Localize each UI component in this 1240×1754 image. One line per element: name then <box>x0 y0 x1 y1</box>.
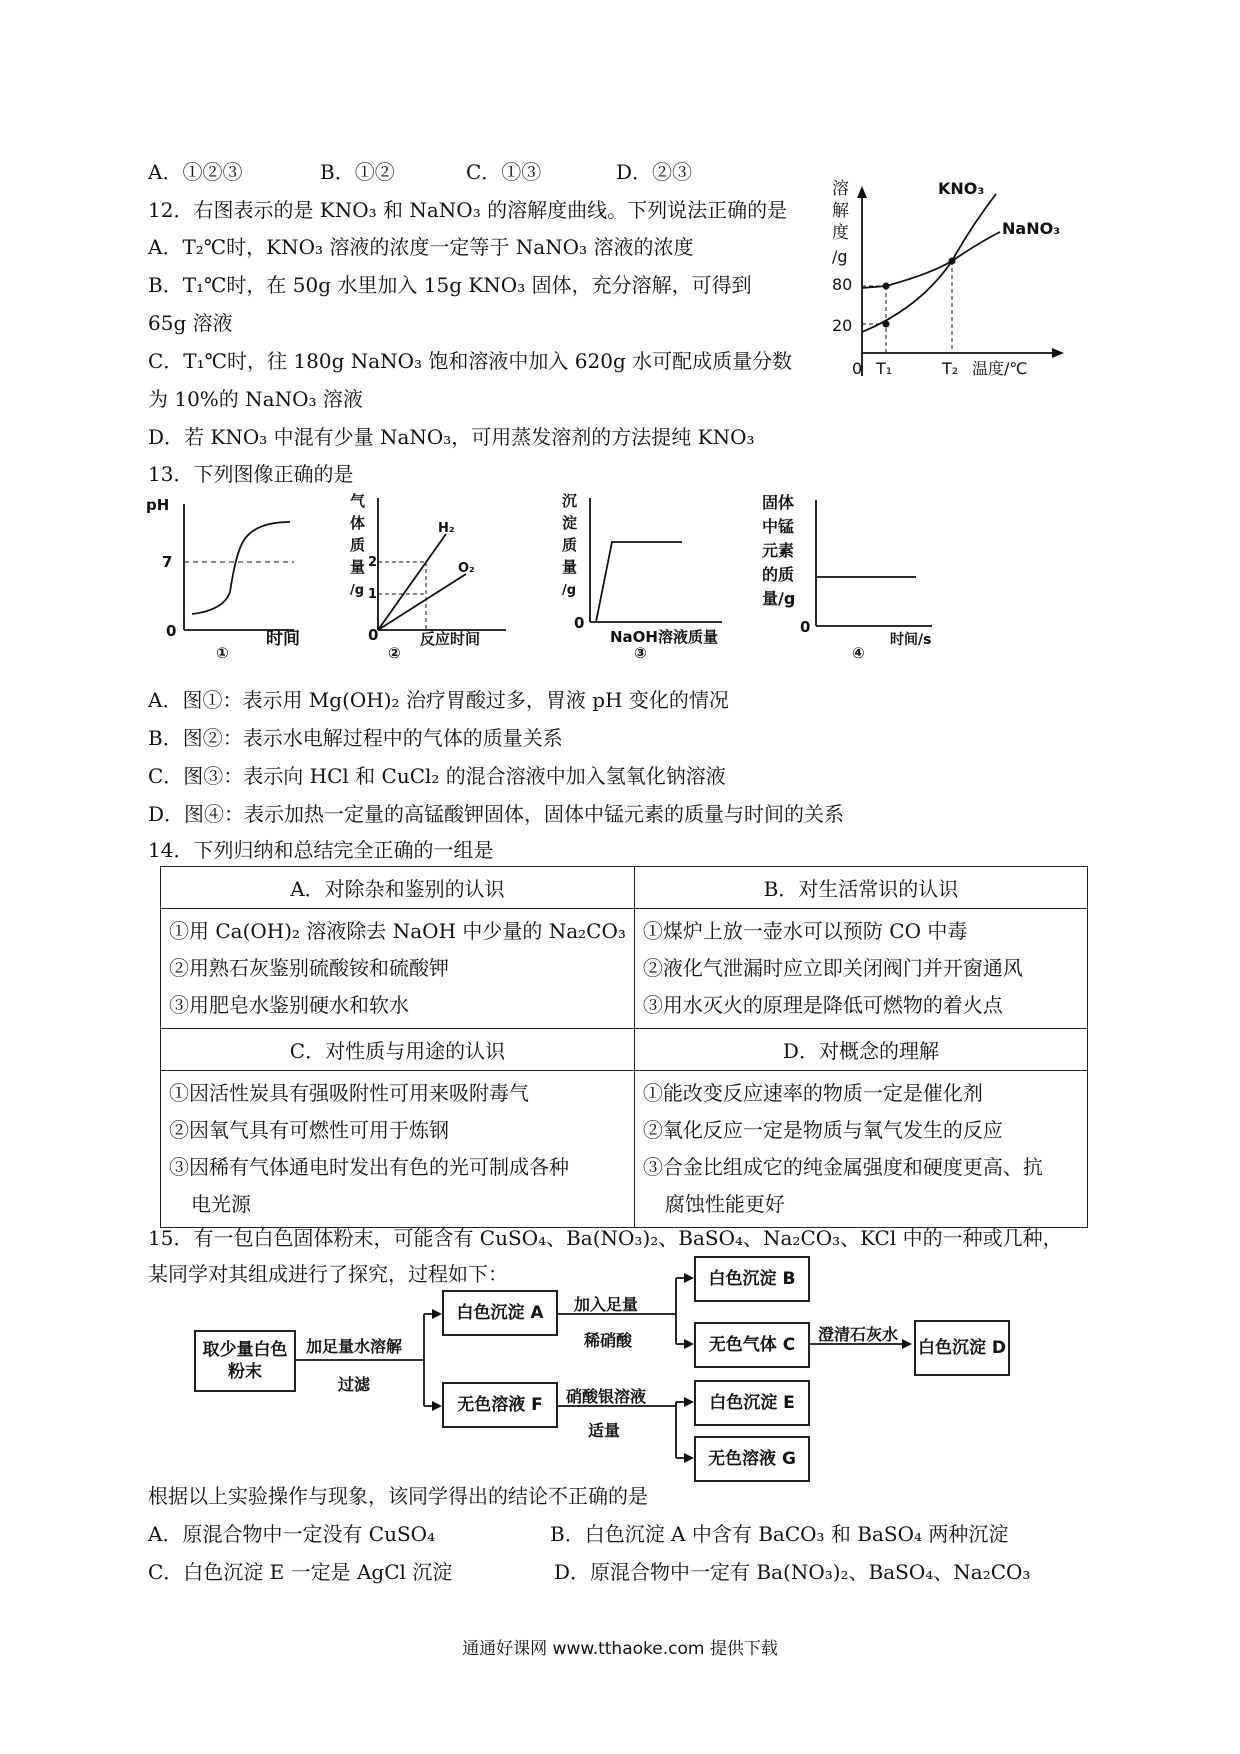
q14-a-item-1: ①用 Ca(OH)₂ 溶液除去 NaOH 中少量的 Na₂CO₃ <box>169 919 626 943</box>
sol-legend-kno3: KNO₃ <box>938 179 985 198</box>
g2-ylabel-3: 质 <box>350 536 366 554</box>
kno3-curve <box>862 194 996 332</box>
q12-option-b-cont: 65g 溶液 <box>148 311 233 335</box>
flow-box-e: 白色沉淀 E <box>694 1380 810 1426</box>
sol-xtick-t1: T₁ <box>876 359 893 378</box>
q12-stem: 12．右图表示的是 KNO₃ 和 NaNO₃ 的溶解度曲线。下列说法正确的是 <box>148 198 788 222</box>
sol-ytick-80: 80 <box>832 275 853 294</box>
q14-b-item-2: ②液化气泄漏时应立即关闭阀门并开窗通风 <box>642 956 1023 980</box>
g2-ylabel-2: 体 <box>350 514 366 532</box>
sol-ylabel-1: 溶 <box>832 179 849 199</box>
q12-option-b: B．T₁℃时，在 50g 水里加入 15g KNO₃ 固体，充分溶解，可得到 <box>148 273 752 297</box>
page-footer: 通通好课网 www.tthaoke.com 提供下载 <box>462 1639 778 1659</box>
q14-head-c: C．对性质与用途的认识 <box>161 1029 635 1071</box>
g1-ytick: 7 <box>162 553 173 571</box>
q15-stem-1: 15．有一包白色固体粉末，可能含有 CuSO₄、Ba(NO₃)₂、BaSO₄、Na₂CO₃、KCl 中的一种或几种， <box>148 1226 1063 1250</box>
sol-ylabel-2: 解 <box>832 201 849 221</box>
g2-xlabel: 反应时间 <box>420 630 481 648</box>
q13-stem: 13．下列图像正确的是 <box>148 462 354 486</box>
g4-xlabel: 时间/s <box>890 632 932 648</box>
g4-ylabel-2: 中锰 <box>762 517 795 536</box>
nano3-curve <box>862 232 1000 288</box>
g2-ytick-2: 2 <box>368 555 378 570</box>
flow-label-agno3: 硝酸银溶液 <box>566 1387 647 1406</box>
q13-graph-3 <box>552 492 752 662</box>
solubility-chart <box>820 176 1070 386</box>
q11-option-a: A．①②③ <box>148 160 243 184</box>
g2-ylabel-4: 量 <box>350 558 366 576</box>
flow-box-g: 无色溶液 G <box>694 1436 810 1482</box>
g3-ylabel-4: 量 <box>562 558 578 576</box>
q13-option-a: A．图①：表示用 Mg(OH)₂ 治疗胃酸过多，胃液 pH 变化的情况 <box>148 688 729 712</box>
flow-label-acid-top: 加入足量 <box>574 1295 639 1314</box>
flow-label-amount: 适量 <box>588 1421 621 1440</box>
q12-option-d: D．若 KNO₃ 中混有少量 NaNO₃，可用蒸发溶剂的方法提纯 KNO₃ <box>148 425 755 449</box>
g4-origin: 0 <box>800 618 811 636</box>
q14-head-a: A．对除杂和鉴别的认识 <box>161 867 635 909</box>
flow-label-filter: 过滤 <box>338 1375 371 1394</box>
q15-stem-2: 某同学对其组成进行了探究，过程如下： <box>148 1262 508 1286</box>
sol-xtick-t2: T₂ <box>942 359 959 378</box>
g3-ylabel-2: 淀 <box>562 514 578 532</box>
q11-option-d: D．②③ <box>616 160 693 184</box>
q14-b-item-1: ①煤炉上放一壶水可以预防 CO 中毒 <box>642 919 968 943</box>
q14-a-item-2: ②用熟石灰鉴别硫酸铵和硫酸钾 <box>169 956 449 980</box>
g4-number: ④ <box>852 644 865 662</box>
q14-c-item-1: ①因活性炭具有强吸附性可用来吸附毒气 <box>169 1081 529 1105</box>
q11-option-c: C．①③ <box>466 160 542 184</box>
flow-label-acid-bot: 稀硝酸 <box>584 1331 633 1350</box>
g3-ylabel-1: 沉 <box>562 492 578 510</box>
g1-number: ① <box>216 644 229 662</box>
flow-label-limewater: 澄清石灰水 <box>818 1325 899 1344</box>
g4-ylabel-4: 的质 <box>762 565 795 584</box>
q14-c-item-3-cont: 电光源 <box>191 1192 251 1216</box>
g3-xlabel: NaOH溶液质量 <box>610 628 718 646</box>
q15-flowchart-lines <box>180 1250 1040 1490</box>
q14-d-item-3: ③合金比组成它的纯金属强度和硬度更高、抗 <box>642 1155 1043 1179</box>
q14-head-d: D．对概念的理解 <box>634 1029 1087 1071</box>
g2-ylabel-1: 气 <box>350 492 366 510</box>
q12-option-a: A．T₂℃时，KNO₃ 溶液的浓度一定等于 NaNO₃ 溶液的浓度 <box>148 235 694 259</box>
g3-origin: 0 <box>574 614 585 632</box>
sol-origin: 0 <box>852 359 863 378</box>
q14-head-b: B．对生活常识的认识 <box>634 867 1087 909</box>
g4-ylabel-1: 固体 <box>762 493 795 512</box>
q14-stem: 14．下列归纳和总结完全正确的一组是 <box>148 838 494 862</box>
q13-option-d: D．图④：表示加热一定量的高锰酸钾固体，固体中锰元素的质量与时间的关系 <box>148 802 845 826</box>
g2-o2: O₂ <box>458 561 475 576</box>
flow-box-a: 白色沉淀 A <box>442 1290 558 1336</box>
q13-graph-1 <box>144 492 314 662</box>
q12-option-c: C．T₁℃时，往 180g NaNO₃ 饱和溶液中加入 620g 水可配成质量分数 <box>148 349 793 373</box>
q12-option-c-cont: 为 10%的 NaNO₃ 溶液 <box>148 387 363 411</box>
q13-option-c: C．图③：表示向 HCl 和 CuCl₂ 的混合溶液中加入氢氧化钠溶液 <box>148 764 726 788</box>
sol-legend-nano3: NaNO₃ <box>1002 219 1061 238</box>
g2-ytick-1: 1 <box>368 587 378 602</box>
flow-box-f: 无色溶液 F <box>442 1382 558 1428</box>
g4-ylabel-5: 量/g <box>762 589 796 608</box>
flow-label-dissolve: 加足量水溶解 <box>306 1337 403 1356</box>
q14-b-item-3: ③用水灭火的原理是降低可燃物的着火点 <box>642 993 1003 1017</box>
g2-origin: 0 <box>368 626 379 644</box>
g2-number: ② <box>388 644 401 662</box>
sol-ylabel-3: 度 <box>832 223 849 243</box>
sol-ytick-20: 20 <box>832 316 853 335</box>
q13-option-b: B．图②：表示水电解过程中的气体的质量关系 <box>148 726 563 750</box>
g3-ylabel-5: /g <box>562 583 577 598</box>
sol-ylabel-4: /g <box>832 247 848 266</box>
q15-question: 根据以上实验操作与现象，该同学得出的结论不正确的是 <box>148 1484 648 1508</box>
g2-h2: H₂ <box>438 521 455 536</box>
flow-box-b: 白色沉淀 B <box>694 1256 810 1302</box>
q14-c-item-3: ③因稀有气体通电时发出有色的光可制成各种 <box>169 1155 569 1179</box>
flow-start-box: 取少量白色粉末 <box>194 1330 296 1392</box>
g3-ylabel-3: 质 <box>562 536 578 554</box>
q14-cell-c <box>161 1071 635 1228</box>
q13-graph-4 <box>756 492 946 662</box>
g3-number: ③ <box>634 644 647 662</box>
q14-d-item-1: ①能改变反应速率的物质一定是催化剂 <box>642 1081 983 1105</box>
q14-a-item-3: ③用肥皂水鉴别硬水和软水 <box>169 993 409 1017</box>
q15-option-d: D．原混合物中一定有 Ba(NO₃)₂、BaSO₄、Na₂CO₃ <box>554 1560 1031 1584</box>
q14-cell-a <box>161 909 635 1029</box>
g1-origin: 0 <box>166 622 177 640</box>
flow-box-c: 无色气体 C <box>694 1322 810 1368</box>
q15-option-a: A．原混合物中一定没有 CuSO₄ <box>148 1522 436 1546</box>
q14-d-item-3-cont: 腐蚀性能更好 <box>664 1192 785 1216</box>
q14-table <box>160 866 1088 1228</box>
sol-xlabel: 温度/℃ <box>972 359 1028 378</box>
q15-option-b: B．白色沉淀 A 中含有 BaCO₃ 和 BaSO₄ 两种沉淀 <box>550 1522 1009 1546</box>
g4-ylabel-3: 元素 <box>762 541 795 560</box>
q14-d-item-2: ②氧化反应一定是物质与氧气发生的反应 <box>642 1118 1003 1142</box>
q15-option-c: C．白色沉淀 E 一定是 AgCl 沉淀 <box>148 1560 453 1584</box>
g1-ylabel: pH <box>146 496 170 514</box>
q11-option-b: B．①② <box>320 160 395 184</box>
g2-ylabel-5: /g <box>350 583 365 598</box>
q14-cell-d <box>634 1071 1087 1228</box>
g1-xlabel: 时间 <box>266 629 300 649</box>
q14-cell-b <box>634 909 1087 1029</box>
q13-graph-2 <box>346 492 516 662</box>
flow-box-d: 白色沉淀 D <box>914 1320 1010 1376</box>
q14-c-item-2: ②因氧气具有可燃性可用于炼钢 <box>169 1118 449 1142</box>
